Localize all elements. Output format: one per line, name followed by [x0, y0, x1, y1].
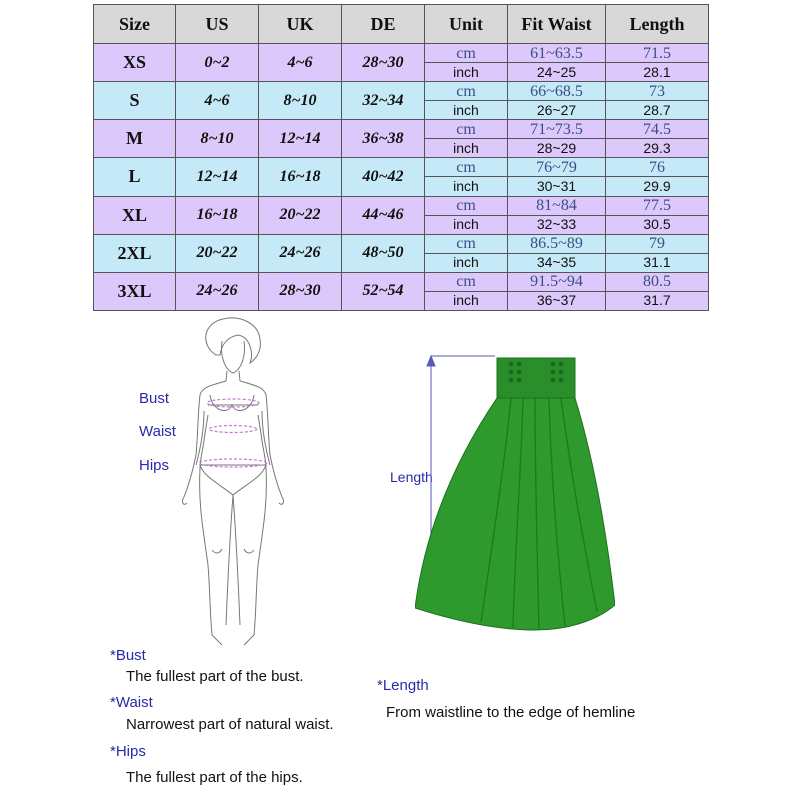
unit-cm-cell: cm: [425, 44, 508, 63]
us-size-cell: 0~2: [176, 44, 259, 82]
unit-cm-cell: cm: [425, 272, 508, 291]
waist-inch-cell: 34~35: [508, 253, 606, 272]
header-fit-waist: Fit Waist: [508, 5, 606, 44]
waist-inch-cell: 32~33: [508, 215, 606, 234]
length-inch-cell: 28.7: [606, 101, 709, 120]
knee-marks: [212, 549, 254, 553]
de-size-cell: 44~46: [342, 196, 425, 234]
size-cell: 2XL: [94, 234, 176, 272]
table-row: [94, 158, 709, 177]
waist-cm-cell: 71~73.5: [508, 120, 606, 139]
waist-cm-cell: 86.5~89: [508, 234, 606, 253]
table-row: [94, 196, 709, 215]
header-de: DE: [342, 5, 425, 44]
length-inch-cell: 29.9: [606, 177, 709, 196]
table-row: [94, 234, 709, 253]
length-label: Length: [390, 469, 433, 485]
header-unit: Unit: [425, 5, 508, 44]
de-size-cell: 36~38: [342, 120, 425, 158]
length-cm-cell: 80.5: [606, 272, 709, 291]
bust-note-title: *Bust: [110, 647, 146, 664]
waist-note-desc: Narrowest part of natural waist.: [126, 716, 334, 733]
table-header-row: [94, 5, 709, 44]
bust-note-desc: The fullest part of the bust.: [126, 668, 304, 685]
us-size-cell: 20~22: [176, 234, 259, 272]
waist-cm-cell: 76~79: [508, 158, 606, 177]
header-uk: UK: [259, 5, 342, 44]
header-us: US: [176, 5, 259, 44]
hair-outline: [206, 318, 261, 363]
waist-inch-cell: 26~27: [508, 101, 606, 120]
uk-size-cell: 28~30: [259, 272, 342, 310]
uk-size-cell: 16~18: [259, 158, 342, 196]
body-measurement-figure: [178, 315, 288, 653]
table-row: [94, 120, 709, 139]
unit-inch-cell: inch: [425, 63, 508, 82]
length-inch-cell: 29.3: [606, 139, 709, 158]
table-row: [94, 272, 709, 291]
table-row: [94, 44, 709, 63]
size-chart-table: [93, 4, 709, 311]
unit-cm-cell: cm: [425, 158, 508, 177]
waist-cm-cell: 61~63.5: [508, 44, 606, 63]
waist-inch-cell: 28~29: [508, 139, 606, 158]
de-size-cell: 40~42: [342, 158, 425, 196]
hips-note-title: *Hips: [110, 743, 146, 760]
unit-inch-cell: inch: [425, 253, 508, 272]
us-size-cell: 16~18: [176, 196, 259, 234]
length-note-title: *Length: [377, 677, 429, 694]
size-cell: M: [94, 120, 176, 158]
de-size-cell: 52~54: [342, 272, 425, 310]
waist-inch-cell: 36~37: [508, 291, 606, 310]
unit-inch-cell: inch: [425, 177, 508, 196]
uk-size-cell: 24~26: [259, 234, 342, 272]
table-row: [94, 82, 709, 101]
waist-cm-cell: 81~84: [508, 196, 606, 215]
length-inch-cell: 28.1: [606, 63, 709, 82]
unit-cm-cell: cm: [425, 82, 508, 101]
waist-note-title: *Waist: [110, 694, 153, 711]
waist-inch-cell: 24~25: [508, 63, 606, 82]
de-size-cell: 32~34: [342, 82, 425, 120]
waist-label: Waist: [139, 423, 176, 440]
length-inch-cell: 30.5: [606, 215, 709, 234]
unit-cm-cell: cm: [425, 234, 508, 253]
unit-cm-cell: cm: [425, 196, 508, 215]
briefs-outline: [200, 465, 266, 495]
de-size-cell: 48~50: [342, 234, 425, 272]
length-cm-cell: 76: [606, 158, 709, 177]
skirt-measurement-figure: [415, 350, 615, 635]
bra-outline: [208, 395, 258, 410]
unit-inch-cell: inch: [425, 215, 508, 234]
size-cell: L: [94, 158, 176, 196]
length-cm-cell: 77.5: [606, 196, 709, 215]
length-inch-cell: 31.7: [606, 291, 709, 310]
length-note-desc: From waistline to the edge of hemline: [386, 704, 636, 721]
waist-cm-cell: 66~68.5: [508, 82, 606, 101]
torso-outline: [184, 381, 282, 497]
de-size-cell: 28~30: [342, 44, 425, 82]
size-cell: XS: [94, 44, 176, 82]
header-length: Length: [606, 5, 709, 44]
unit-cm-cell: cm: [425, 120, 508, 139]
face-outline: [221, 341, 244, 373]
hips-note-desc: The fullest part of the hips.: [126, 769, 303, 786]
waist-inch-cell: 30~31: [508, 177, 606, 196]
bust-label: Bust: [139, 390, 170, 407]
length-cm-cell: 71.5: [606, 44, 709, 63]
uk-size-cell: 12~14: [259, 120, 342, 158]
us-size-cell: 4~6: [176, 82, 259, 120]
waist-cm-cell: 91.5~94: [508, 272, 606, 291]
unit-inch-cell: inch: [425, 101, 508, 120]
legs-outline: [200, 469, 267, 645]
uk-size-cell: 20~22: [259, 196, 342, 234]
size-cell: S: [94, 82, 176, 120]
us-size-cell: 12~14: [176, 158, 259, 196]
us-size-cell: 8~10: [176, 120, 259, 158]
us-size-cell: 24~26: [176, 272, 259, 310]
uk-size-cell: 8~10: [259, 82, 342, 120]
hips-measure-line: [199, 459, 267, 467]
size-cell: 3XL: [94, 272, 176, 310]
waist-contour: [200, 415, 266, 469]
unit-inch-cell: inch: [425, 139, 508, 158]
hips-label: Hips: [139, 457, 170, 474]
uk-size-cell: 4~6: [259, 44, 342, 82]
length-inch-cell: 31.1: [606, 253, 709, 272]
length-cm-cell: 73: [606, 82, 709, 101]
unit-inch-cell: inch: [425, 291, 508, 310]
size-cell: XL: [94, 196, 176, 234]
length-cm-cell: 79: [606, 234, 709, 253]
skirt-shape: [415, 358, 615, 630]
waist-measure-line: [209, 426, 257, 433]
length-cm-cell: 74.5: [606, 120, 709, 139]
header-size: Size: [94, 5, 176, 44]
